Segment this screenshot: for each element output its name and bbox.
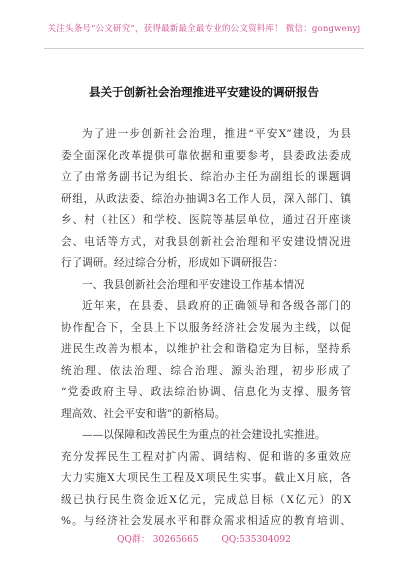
paragraph-line: 大力实施X大项民生工程及X项民生实事。截止X月底，各: [61, 472, 351, 484]
footer-contact: [0, 532, 408, 545]
header-promo-text: 关注头条号“公文研究”，获得最新最全最专业的公文资料库！ 微信：gongwenyj: [47, 24, 361, 34]
paragraph-line: 充分发挥民生工程对扩内需、调结构、促和谐的多重效应: [61, 450, 351, 463]
paragraph-line: 为了进一步创新社会治理，推进“平安X”建设，为县: [82, 128, 351, 140]
subsection-heading: ——以保障和改善民生为重点的社会建设扎实推进。: [82, 429, 326, 441]
paragraph-line: 行了调研。经过综合分析，形成如下调研报告：: [61, 257, 284, 269]
paragraph-line: %。与经济社会发展水平和群众需求相适应的教育培训、: [61, 515, 351, 527]
paragraph-line: 理高效、社会平安和谐”的新格局。: [61, 407, 226, 420]
paragraph-line: 会、电话等方式，对我县创新社会治理和平安建设情况进: [61, 235, 351, 248]
paragraph-line: 乡、村（社区）和学校、医院等基层单位，通过召开座谈: [61, 214, 351, 226]
paragraph-line: 委全面深化改革提供可靠依据和重要参考，县委政法委成: [61, 149, 351, 162]
paragraph-line: 研组，从政法委、综治办抽调3名工作人员，深入部门、镇: [61, 192, 351, 205]
section-heading: 一、我县创新社会治理和平安建设工作基本情况: [82, 278, 305, 291]
paragraph-line: 级已执行民生资金近X亿元，完成总目标（X亿元）的X: [61, 493, 351, 506]
paragraph-line: “党委政府主导、政法综治协调、信息化为支撑、服务管: [61, 386, 351, 398]
paragraph-line: 统治理、依法治理、综合治理、源头治理，初步形成了: [61, 364, 351, 377]
footer-qq-group: QQ群： 30265665: [117, 535, 199, 545]
footer-qq-number: QQ:535304092: [221, 535, 291, 545]
document-body: [61, 124, 351, 533]
paragraph-line: 立了由常务副书记为组长、综治办主任为副组长的课题调: [61, 171, 351, 183]
document-title: 县关于创新社会治理推进平安建设的调研报告: [89, 85, 319, 99]
paragraph-line: 近年来，在县委、县政府的正确领导和各级各部门的: [82, 300, 351, 312]
paragraph-line: 进民生改善为根本，以维护社会和谐稳定为目标，坚持系: [61, 343, 351, 355]
paragraph-line: 协作配合下，全县上下以服务经济社会发展为主线，以促: [61, 321, 351, 334]
header-divider: [44, 48, 364, 49]
